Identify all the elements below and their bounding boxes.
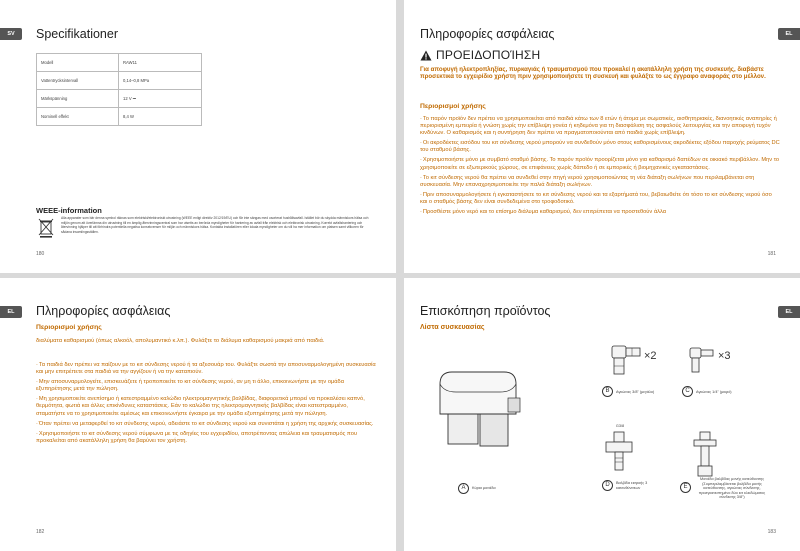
list-item: · Χρησιμοποιήστε το κιτ σύνδεσης νερού σύμφωνα με τις οδηγίες του εγχειριδίου, αποτρέποντας απώλεια και τραυματισμός που προκαλείται από ακατάλληλη χρήση θα βαρύνει τον χρήστη. (36, 431, 376, 445)
warning-triangle-icon (420, 50, 432, 61)
list-item: · Το παρόν προϊόν δεν πρέπει να χρησιμοποιείται από παιδιά κάτω των 8 ετών ή άτομα με σωματικές, αισθητηριακές, διανοητικές αναπηρίες ή περιορισμένη εμπειρία ή γνώση χωρίς την επίβλεψη γονέα ή κηδεμόνα για τη διασφάλιση της ασφαλούς λειτουργίας και την αποφυγή τυχόν κινδύνων. Ο καθαρισμός και η συντήρηση δεν πρέπει να πραγματοποιούνται από παιδιά χωρίς επίβλεψη. (420, 116, 780, 137)
page-number: 182 (36, 529, 45, 535)
list-item: · Οι ακροδέκτες εισόδου του κιτ σύνδεσης νερού μπορούν να συνδεθούν μόνο στους καθορισμένους ακροδέκτες εξόδου παροχής ρεύματος DC του σταθμού βάσης. (420, 140, 780, 154)
section-subheading: Περιορισμοί χρήσης (36, 324, 102, 331)
item-label-d: Βαλβίδα εισροής 3 κατευθύνσεων (616, 481, 648, 490)
spec-label: Nominell effekt (37, 108, 119, 126)
spec-label: Modell (37, 54, 119, 72)
crossed-bin-icon (38, 218, 54, 238)
item-quantity-c: ×3 (718, 350, 731, 362)
section-subheading: Λίστα συσκευασίας (420, 324, 485, 331)
spec-label: Vattentrycksintervall (37, 72, 119, 90)
language-tag: EL (0, 306, 22, 318)
list-item: · Τα παιδιά δεν πρέπει να παίζουν με το κιτ σύνδεσης νερού ή τα αξεσουάρ του. Φυλάξτε σωστά την αποσυναρμολογημένη συσκευασία και μην επιτρέπετε στα παιδιά να την αγγίζουν ή να την καταπιούν. (36, 362, 376, 376)
item-label-a: Κύρια μονάδα (472, 486, 496, 490)
item-label-b: Αγκώνας 3/8" (μεγάλο) (616, 390, 655, 394)
item-label-c: Αγκώνας 1/4" (μικρό) (696, 390, 732, 394)
spec-value: 0,14–0,8 MPa (119, 72, 202, 90)
item-letter-b: B (602, 386, 613, 397)
list-item: · Μη χρησιμοποιείτε ανεπίσημο ή κατεστραμμένο καλώδιο ηλεκτρομαγνητικής βαλβίδας, διαφορετικά μπορεί να προκαλέσει καπνό, θερμότητα, φωτιά και άλλες επικίνδυνες καταστάσεις. Εάν το καλώδιο της ηλεκτρομαγνητικής βαλβίδας είναι κατεστραμμένο, σταματήστε να το χρησιμοποιείτε αμέσως και επικοινωνήστε έγκαιρα με την ομάδα εξυπηρέτησης μετά την πώληση. (36, 396, 376, 417)
page-safety-information (404, 0, 800, 273)
weee-text: Alla apparater som bär denna symbol räknas som elektriskt/elektroniskt utrustning (WEEE enligt direktiv 2012/19/EU) och får inte sängas med osorterat hushållsavfall. Istället bör du skydda människors hälsa och miljön genom att överlämna din utrustning till en ämplig återvinningscentral som har utsetts av berörda myndigheter för hantering av avfall från elektrisk och elektronisk utrustning. Korrekt avfallshantering och återvinning hjälper till att förhindra potentiella negativa konsekvenser för miljön och människors hälsa. Kontakta installatören eller lokala myndigheter om du vill ha mer information om platsen samt villkoren för sådana insamlingsställen. (61, 216, 369, 234)
language-tag: EL (778, 306, 800, 318)
warning-heading (420, 48, 540, 62)
page-safety-information-continued (0, 278, 396, 551)
spec-value: RAW11 (119, 54, 202, 72)
page-product-overview (404, 278, 800, 551)
spec-value: 8,4 W (119, 108, 202, 126)
item-quantity-b: ×2 (644, 350, 657, 362)
spec-table (36, 53, 202, 126)
warning-intro: Για αποφυγή ηλεκτροπληξίας, πυρκαγιάς ή τραυματισμού που προκαλεί η ακατάλληλη χρήση της συσκευής, διαβάστε προσεκτικά το εγχειρίδιο χρήστη πριν χρησιμοποιήσετε τη συσκευή και φυλάξτε το ως έγγραφο αναφοράς στο μέλλον. (420, 66, 766, 81)
spec-value: 12 V ⎓ (119, 90, 202, 108)
item-letter-d: D (602, 480, 613, 491)
item-label-e: Μονάδα βαλβίδας μονής κατεύθυνσης (Συμπεριλαμβάνεται βαλβίδα μονής κατεύθυνσης, αγκώνας σύνδεσης, προεγκατεστημένο δύο κιτ κλειδώματος σύνδεσης 3/8") (698, 477, 766, 500)
page-title: Πληροφορίες ασφάλειας (36, 304, 171, 318)
list-item: · Προσθέστε μόνο νερό και το επίσημο διάλυμα καθαρισμού, δεν επιτρέπεται να προστεθούν άλλα (420, 209, 780, 216)
list-item: · Το κιτ σύνδεσης νερού θα πρέπει να συνδεθεί στην πηγή νερού χρησιμοποιώντας τη νέα διάταξη σωλήνων που περιλαμβάνεται στη συσκευασία. Μην επαναχρησιμοποιείτε την παλιά διάταξη σωλήνων. (420, 175, 780, 189)
page-number: 183 (767, 529, 776, 535)
item-marking-d: G3/8 (615, 424, 625, 428)
continued-paragraph: διαλύματα καθαρισμού (όπως αλκοόλ, απολυμαντικό κ.λπ.). Φυλάξτε το διάλυμα καθαρισμού μακριά από παιδιά. (36, 338, 325, 344)
section-subheading: Περιορισμοί χρήσης (420, 103, 486, 110)
item-letter-c: C (682, 386, 693, 397)
item-letter-e: E (680, 482, 691, 493)
spec-row (37, 90, 202, 108)
bullet-list (36, 362, 376, 448)
page-number: 181 (767, 251, 776, 257)
spec-label: Märkspänning (37, 90, 119, 108)
spec-row (37, 72, 202, 90)
spec-row (37, 54, 202, 72)
elbow-large-illustration (610, 340, 644, 378)
weee-title: WEEE-information (36, 206, 102, 215)
inlet-valve-illustration (604, 430, 634, 478)
language-tag: SV (0, 28, 22, 40)
spec-row (37, 108, 202, 126)
page-number: 180 (36, 251, 45, 257)
list-item: · Πριν αποσυναρμολογήσετε ή εγκαταστήσετε το κιτ σύνδεσης νερού και τα εξαρτήματά του, βεβαιωθείτε ότι τόσο το κιτ σύνδεσης νερού όσο και ο σταθμός βάσης δεν είναι συνδεδεμένα στο τροφοδοτικό. (420, 192, 780, 206)
main-unit-illustration (430, 364, 526, 452)
list-item: · Όταν πρέπει να μεταφερθεί το κιτ σύνδεσης νερού, αδειάστε το κιτ σύνδεσης νερού και συνιστάται η χρήση της αρχικής συσκευασίας. (36, 421, 376, 428)
warning-title: ΠΡΟΕΙΔΟΠΟΊΗΣΗ (436, 48, 541, 62)
bullet-list (420, 116, 780, 219)
language-tag: EL (778, 28, 800, 40)
page-title: Specifikationer (36, 27, 118, 41)
elbow-small-illustration (688, 342, 718, 376)
page-title: Επισκόπηση προϊόντος (420, 304, 551, 318)
page-specifications (0, 0, 396, 273)
list-item: · Μην αποσυναρμολογείτε, επισκευάζετε ή τροποποιείτε το κιτ σύνδεσης νερού, αν μη τι άλλο, επικοινωνήστε με την ομάδα εξυπηρέτησης μετά την πώληση. (36, 379, 376, 393)
list-item: · Χρησιμοποιήστε μόνο με συμβατό σταθμό βάσης. Το παρόν προϊόν προορίζεται μόνο για καθαρισμό δαπέδων σε οικιακό περιβάλλον. Μην το χρησιμοποιείτε σε εξωτερικούς χώρους, σε επιφάνειες χωρίς δάπεδο ή σε εμπορικές ή βιομηχανικές εγκαταστάσεις. (420, 157, 780, 171)
page-title: Πληροφορίες ασφάλειας (420, 27, 555, 41)
item-letter-a: A (458, 483, 469, 494)
check-valve-illustration (690, 430, 720, 480)
